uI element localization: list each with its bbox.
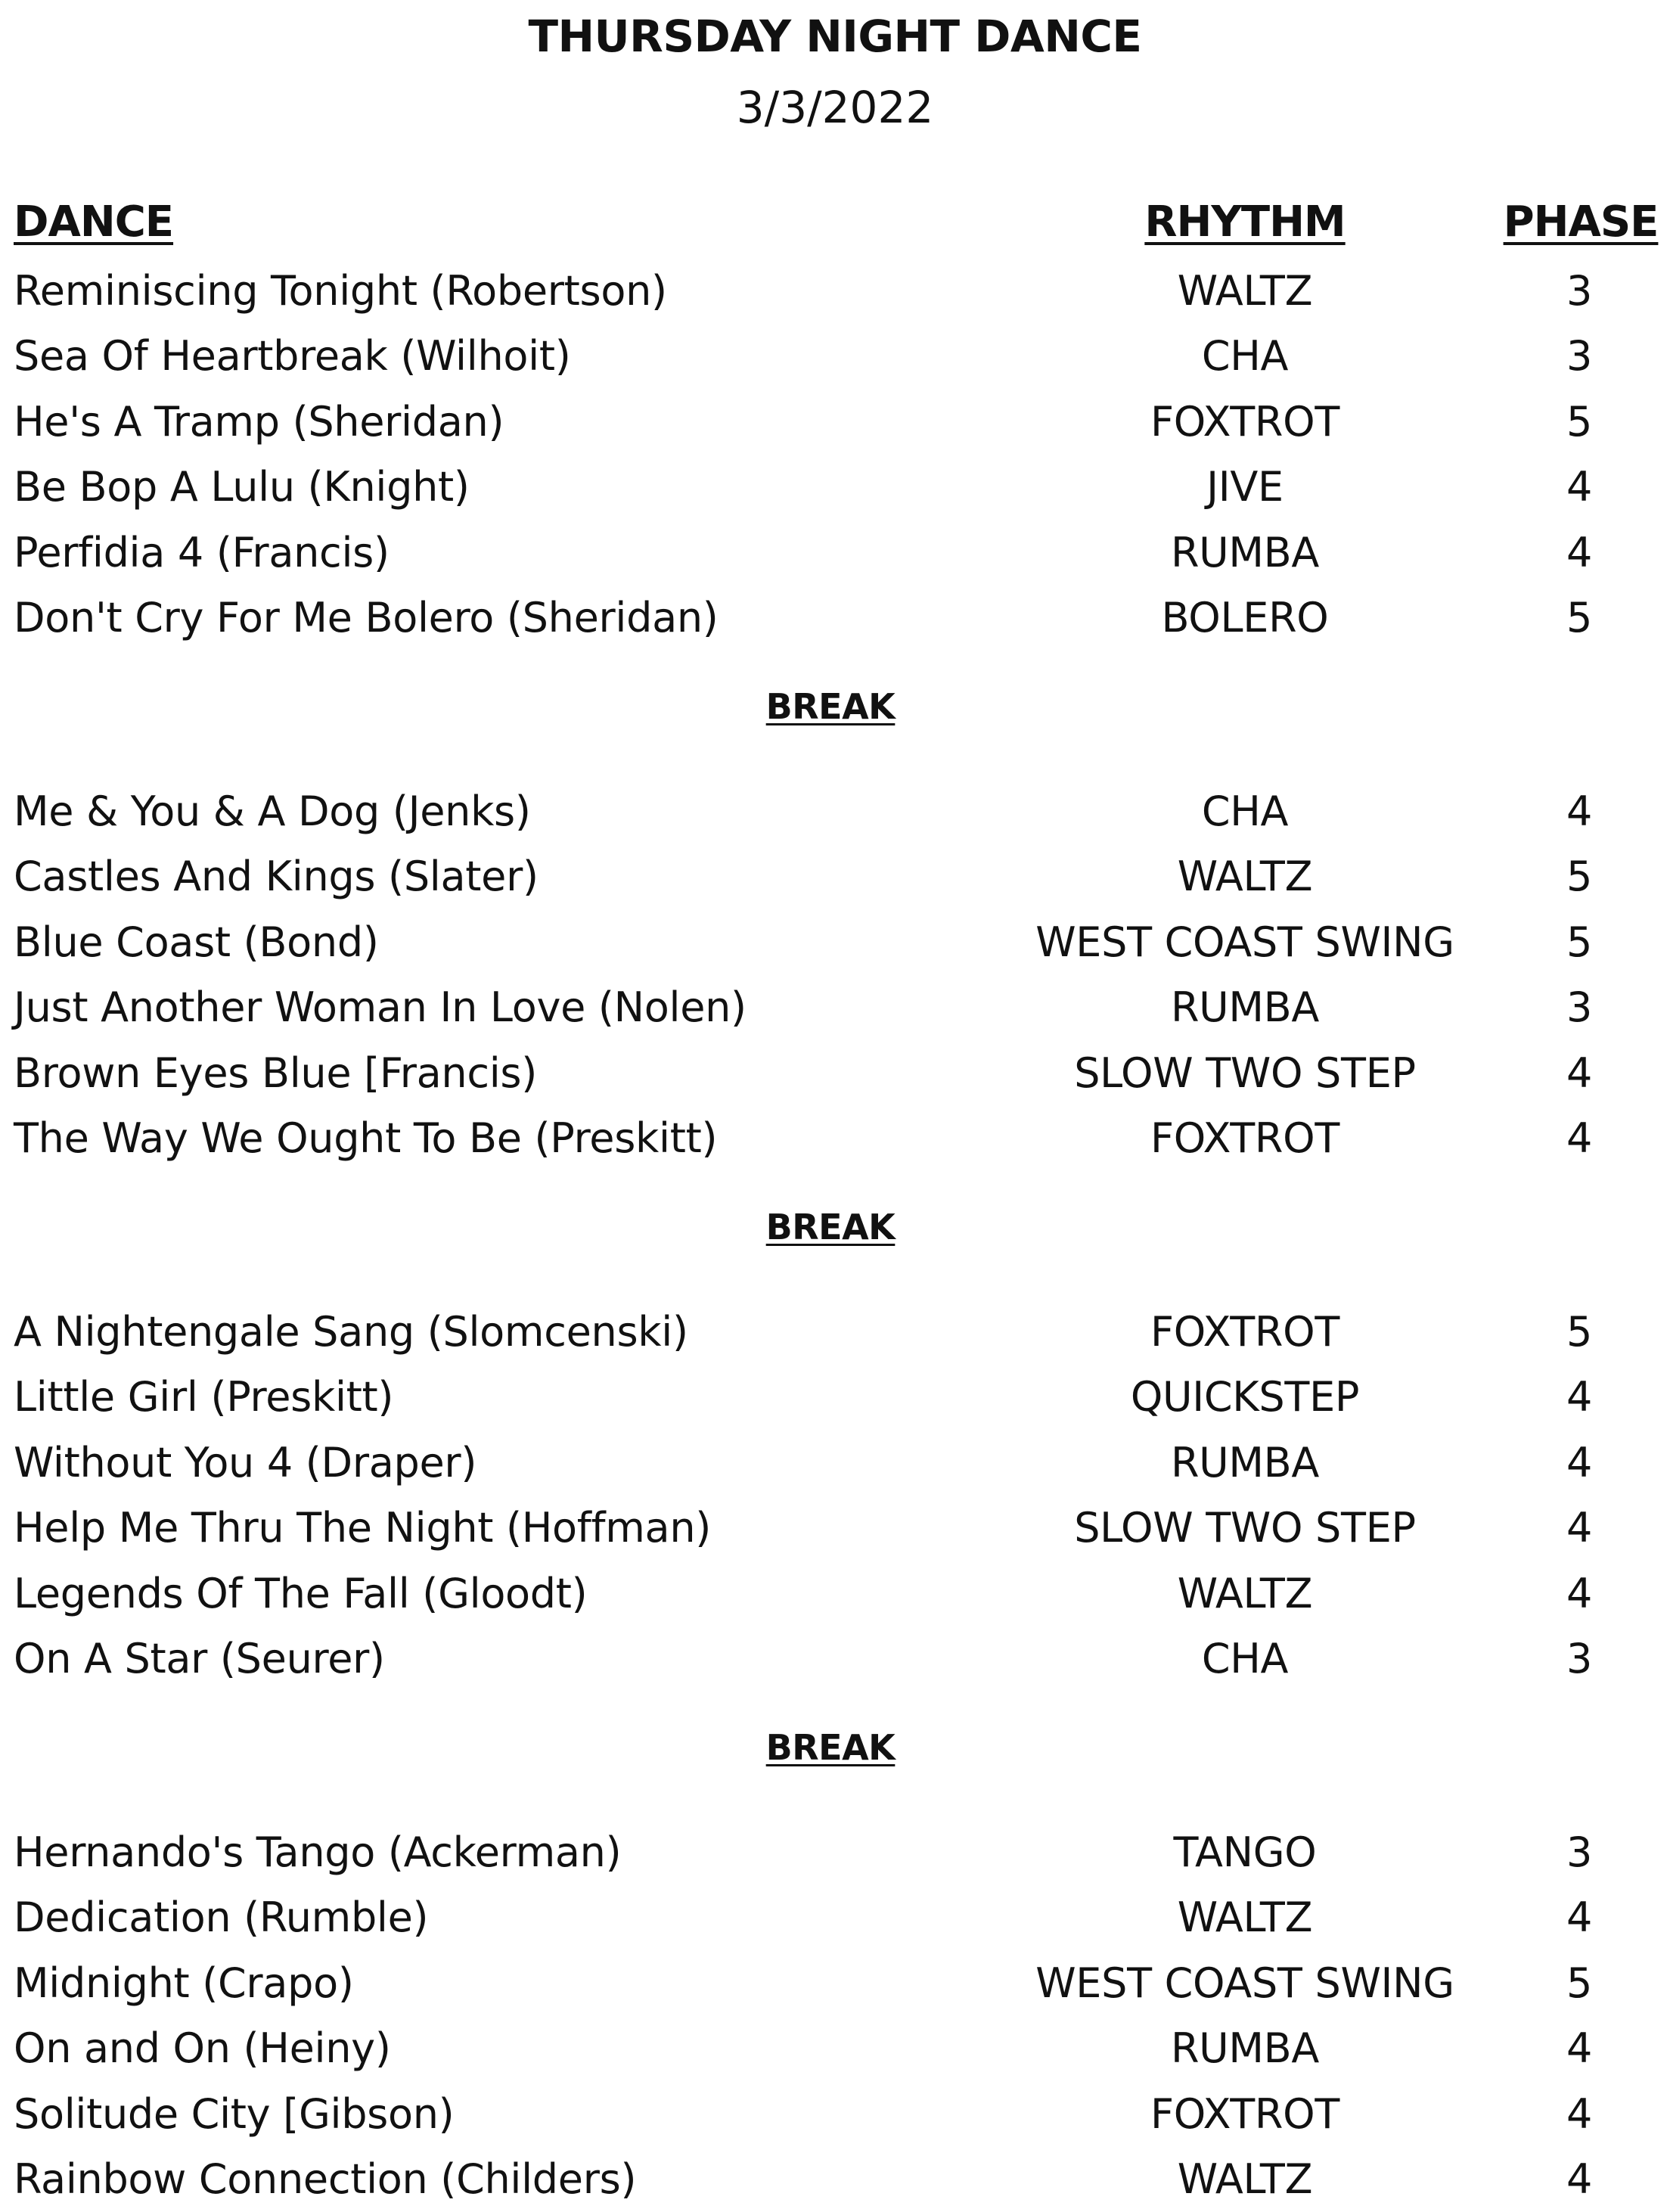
dance-name: Legends Of The Fall (Gloodt) (14, 1569, 588, 1617)
dance-phase-text: 4 (1566, 1438, 1593, 1487)
dance-rhythm-text: WALTZ (1177, 267, 1313, 315)
dance-row (0, 1820, 1670, 1885)
dance-phase-text: 4 (1566, 463, 1593, 511)
dance-name: Help Me Thru The Night (Hoffman) (14, 1504, 712, 1552)
dance-row (0, 455, 1670, 520)
dance-phase-text: 4 (1566, 1114, 1593, 1162)
event-date: 3/3/2022 (736, 82, 934, 133)
dance-name: Blue Coast (Bond) (14, 918, 379, 966)
dance-phase-text: 3 (1566, 1828, 1593, 1876)
dance-phase-text: 5 (1566, 1959, 1593, 2007)
column-header-dance-label: DANCE (14, 197, 174, 247)
dance-rhythm-text: CHA (1201, 332, 1289, 381)
dance-rhythm-text: QUICKSTEP (1130, 1373, 1360, 1421)
column-header-rhythm-label: RHYTHM (1144, 197, 1346, 247)
dance-name: On A Star (Seurer) (14, 1635, 385, 1682)
dance-name: The Way We Ought To Be (Preskitt) (14, 1114, 718, 1162)
dance-row (0, 1431, 1670, 1496)
dance-row (0, 1626, 1670, 1692)
dance-phase-text: 3 (1566, 1635, 1593, 1682)
dance-row (0, 520, 1670, 586)
dance-phase-text: 5 (1566, 397, 1593, 446)
dance-row (0, 1300, 1670, 1365)
dance-phase-text: 4 (1566, 2155, 1593, 2203)
dance-rhythm-text: JIVE (1206, 463, 1284, 511)
dance-name: Midnight (Crapo) (14, 1959, 354, 2007)
dance-phase-text: 5 (1566, 594, 1593, 642)
dance-rhythm-text: WALTZ (1177, 2155, 1313, 2203)
dance-name: Dedication (Rumble) (14, 1894, 429, 1942)
dance-row (0, 975, 1670, 1040)
dance-name: Me & You & A Dog (Jenks) (14, 788, 531, 835)
dance-rhythm-text: BOLERO (1161, 594, 1329, 642)
dance-name: Little Girl (Preskitt) (14, 1373, 394, 1421)
dance-row (0, 910, 1670, 975)
page-title: THURSDAY NIGHT DANCE (528, 11, 1142, 62)
dance-row (0, 1106, 1670, 1171)
dance-row (0, 1951, 1670, 2016)
dance-rhythm-text: RUMBA (1170, 1438, 1320, 1487)
dance-row (0, 259, 1670, 324)
dance-phase-text: 5 (1566, 853, 1593, 901)
dance-row (0, 390, 1670, 455)
dance-rhythm-text: CHA (1201, 1635, 1289, 1682)
dance-row (0, 2016, 1670, 2081)
dance-phase-text: 5 (1566, 1308, 1593, 1356)
break-label-text: BREAK (765, 1727, 896, 1768)
dance-rhythm-text: SLOW TWO STEP (1074, 1504, 1416, 1552)
dance-row (0, 1041, 1670, 1106)
dance-name: A Nightengale Sang (Slomcenski) (14, 1308, 688, 1356)
dance-phase-text: 4 (1566, 1894, 1593, 1942)
dance-row (0, 2147, 1670, 2212)
dance-phase-text: 5 (1566, 918, 1593, 966)
dance-phase-text: 4 (1566, 1569, 1593, 1617)
dance-row (0, 1365, 1670, 1430)
break-label-text: BREAK (765, 1207, 896, 1247)
dance-row (0, 779, 1670, 844)
dance-name: Without You 4 (Draper) (14, 1438, 477, 1487)
dance-rhythm-text: FOXTROT (1150, 1114, 1340, 1162)
dance-name: Solitude City [Gibson) (14, 2089, 455, 2138)
dance-rhythm-text: WEST COAST SWING (1035, 918, 1454, 966)
dance-rhythm-text: CHA (1201, 788, 1289, 835)
dance-row (0, 1496, 1670, 1561)
dance-name: Reminiscing Tonight (Robertson) (14, 267, 667, 315)
column-header-dance (14, 195, 173, 250)
dance-row (0, 2082, 1670, 2147)
dance-name: Sea Of Heartbreak (Wilhoit) (14, 332, 571, 381)
dance-name: On and On (Heiny) (14, 2024, 391, 2073)
dance-rhythm-text: TANGO (1173, 1828, 1317, 1876)
dance-phase-text: 4 (1566, 1373, 1593, 1421)
dance-name: Don't Cry For Me Bolero (Sheridan) (14, 594, 719, 642)
dance-rhythm-text: FOXTROT (1150, 397, 1340, 446)
dance-row (0, 1561, 1670, 1626)
dance-rhythm-text: FOXTROT (1150, 2089, 1340, 2138)
dance-phase-text: 3 (1566, 267, 1593, 315)
dance-name: Brown Eyes Blue [Francis) (14, 1049, 538, 1097)
dance-phase-text: 4 (1566, 528, 1593, 576)
dance-phase-text: 4 (1566, 1504, 1593, 1552)
dance-name: Hernando's Tango (Ackerman) (14, 1828, 622, 1876)
dance-rhythm-text: RUMBA (1170, 528, 1320, 576)
dance-rhythm-text: FOXTROT (1150, 1308, 1340, 1356)
dance-rhythm-text: RUMBA (1170, 2024, 1320, 2073)
dance-name: Be Bop A Lulu (Knight) (14, 463, 470, 511)
dance-phase-text: 4 (1566, 1049, 1593, 1097)
dance-row (0, 324, 1670, 389)
dance-row (0, 844, 1670, 909)
dance-phase-text: 3 (1566, 983, 1593, 1032)
dance-name: Castles And Kings (Slater) (14, 853, 539, 901)
dance-phase-text: 4 (1566, 2024, 1593, 2073)
break-label-text: BREAK (765, 686, 896, 727)
dance-name: Rainbow Connection (Childers) (14, 2155, 637, 2203)
dance-name: Perfidia 4 (Francis) (14, 528, 390, 576)
dance-row (0, 586, 1670, 651)
dance-phase-text: 4 (1566, 788, 1593, 835)
dance-name: He's A Tramp (Sheridan) (14, 397, 504, 446)
dance-rhythm-text: WALTZ (1177, 853, 1313, 901)
dance-rhythm-text: RUMBA (1170, 983, 1320, 1032)
dance-rhythm-text: WEST COAST SWING (1035, 1959, 1454, 2007)
dance-name: Just Another Woman In Love (Nolen) (14, 983, 747, 1032)
dance-row (0, 1885, 1670, 1950)
column-header-phase-label: PHASE (1503, 197, 1659, 247)
dance-rhythm-text: WALTZ (1177, 1569, 1313, 1617)
dance-rhythm-text: WALTZ (1177, 1894, 1313, 1942)
dance-rhythm-text: SLOW TWO STEP (1074, 1049, 1416, 1097)
dance-phase-text: 4 (1566, 2089, 1593, 2138)
dance-phase-text: 3 (1566, 332, 1593, 381)
